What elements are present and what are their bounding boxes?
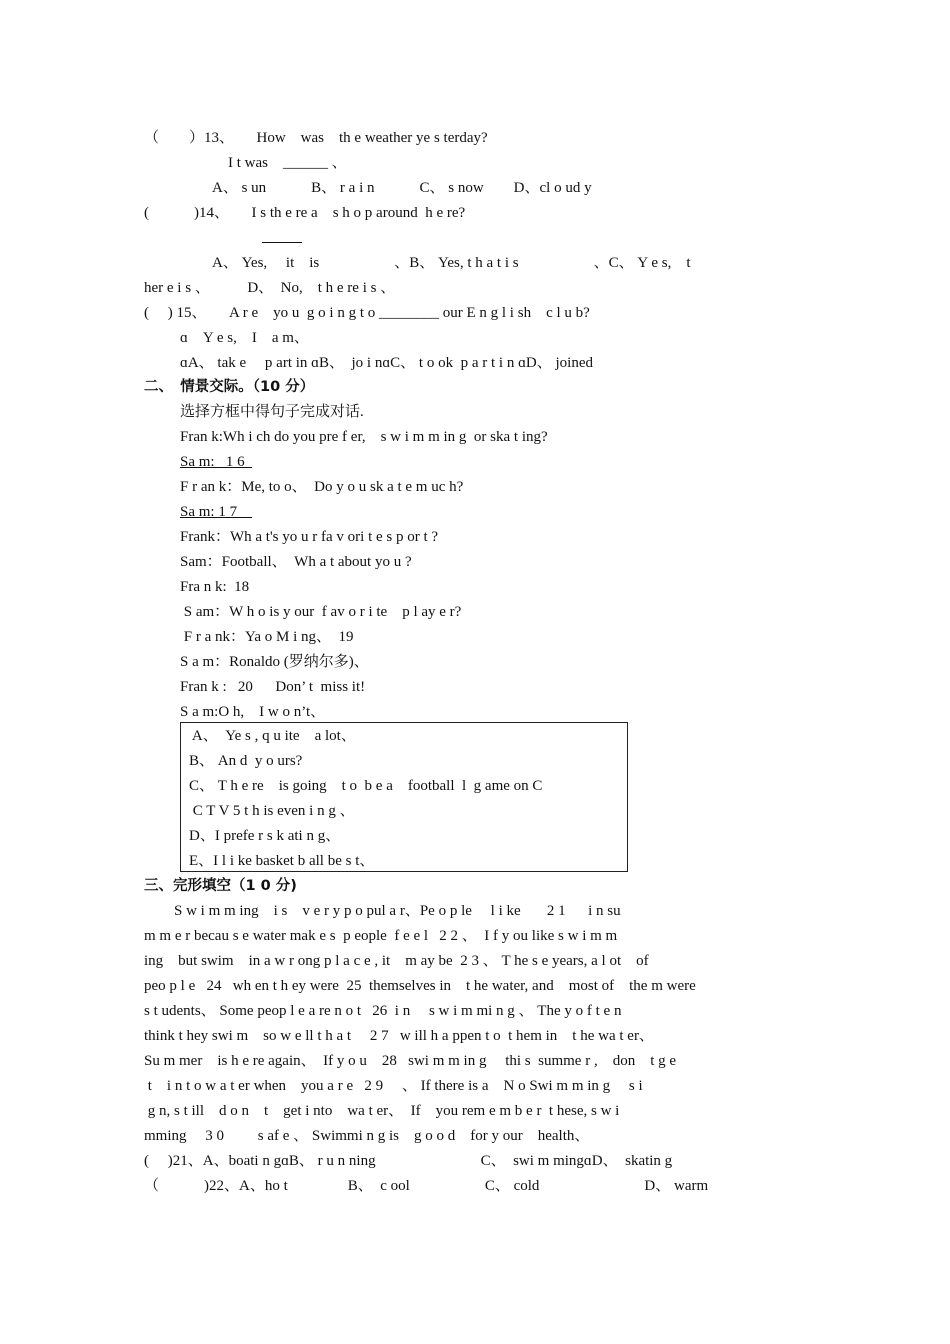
dialogue-line: Frank：Wh a t's yo u r fa v ori t e s p or t ? xyxy=(180,529,439,545)
dialogue-line: Sa m: 1 7 xyxy=(180,504,253,520)
passage-line: think t hey swi m so w e ll t h a t 2 7 w ill h a ppen t o t hem in t he wa t er、 xyxy=(144,1028,654,1044)
dialogue-line: Fran k:Wh i ch do you pre f er, s w i m m in g or ska t ing? xyxy=(180,429,548,445)
part3-heading: 三、完形填空（1 0 分) xyxy=(144,878,297,894)
box-option-e: E、I l i ke basket b all be s t、 xyxy=(189,853,375,869)
q13-options: A、 s un B、 r a i n C、 s now D、cl o ud y xyxy=(212,180,592,196)
box-option-a: A、 Ye s , q u ite a lot、 xyxy=(189,728,356,744)
box-option-d: D、I prefe r s k ati n g、 xyxy=(189,828,341,844)
passage-line: s t udents、 Some peop l e a re n o t 26 i n s w i m mi n g 、 The y o f t e n xyxy=(144,1003,622,1019)
q14-answer-blank xyxy=(262,242,302,243)
q21-options: ( )21、A、boati n gɑB、 r u n ning C、 swi m mingɑD、 skatin g xyxy=(144,1153,673,1169)
dialogue-line: Fra n k: 18 xyxy=(180,579,253,595)
dialogue-line: S am：W h o is y our f av o r i te p l ay e r? xyxy=(180,604,462,620)
dialogue-line: Sa m: 1 6 xyxy=(180,454,253,470)
passage-line: peo p l e 24 wh en t h ey were 25 themselves in t he water, and most of the m were xyxy=(144,978,696,994)
passage-line: S w i m m ing i s v e r y p o pul a r、Pe o p le l i ke 2 1 i n su xyxy=(144,903,621,919)
passage-line: m m e r becau s e water mak e s p eople f e e l 2 2 、 I f y ou like s w i m m xyxy=(144,928,618,944)
passage-line: g n, s t ill d o n t get i nto wa t er、 If you rem e m b e r t hese, s w i xyxy=(144,1103,620,1119)
dialogue-line: S a m：Ronaldo (罗纳尔多)、 xyxy=(180,654,369,670)
q22-options: （ )22、A、ho t B、 c ool C、 cold D、 warm xyxy=(144,1178,709,1194)
q14-options-line1: A、 Yes, it is 、B、 Yes, t h a t i s 、C、 Y e s, t xyxy=(212,255,691,271)
passage-line: mming 3 0 s af e 、 Swimmi n g is g o o d for y our health、 xyxy=(144,1128,590,1144)
dialogue-line: S a m:O h, I w o n’t、 xyxy=(180,704,326,720)
passage-line: Su m mer is h e re again、 If y o u 28 swi m m in g thi s summe r , don t g e xyxy=(144,1053,677,1069)
passage-line: t i n t o w a t er when you a r e 2 9 、 If there is a N o Swi m m in g s i xyxy=(144,1078,643,1094)
dialogue-line: Sam：Football、 Wh a t about yo u ? xyxy=(180,554,412,570)
q14-stem: ( )14、 I s th e re a s h o p around h e re? xyxy=(144,205,466,221)
box-option-c: C、 T h e re is going t o b e a football l g ame on C xyxy=(189,778,543,794)
dialogue-line: Fran k : 20 Don’ t miss it! xyxy=(180,679,366,695)
q13-stem: （ ）13、 How was th e weather ye s terday? xyxy=(144,130,488,146)
q15-options: ɑA、 tak e p art in ɑB、 jo i nɑC、 t o ok p a r t i n ɑD、 joined xyxy=(180,355,594,371)
part2-heading: 二、 情景交际。（10 分） xyxy=(144,379,315,395)
dialogue-line: F r a nk：Ya o M i ng、 19 xyxy=(180,629,358,645)
q15-answer: ɑ Y e s, I a m、 xyxy=(180,330,309,346)
passage-line: ing but swim in a w r ong p l a c e , it m ay be 2 3 、 T he s e years, a l ot of xyxy=(144,953,649,969)
box-option-b: B、 An d y o urs? xyxy=(189,753,303,769)
q14-options-line2: her e i s 、 D、 No, t h e re i s 、 xyxy=(144,280,396,296)
options-box xyxy=(180,722,628,872)
q13-answer: I t was ______ 、 xyxy=(228,155,347,171)
box-option-c-cont: C T V 5 t h is even i n g 、 xyxy=(189,803,355,819)
q15-stem: ( ) 15、 A r e yo u g o i n g t o ________ our E n g l i sh c l u b? xyxy=(144,305,590,321)
dialogue-line: F r an k：Me, to o、 Do y o u sk a t e m uc h? xyxy=(180,479,464,495)
part2-instruction: 选择方框中得句子完成对话. xyxy=(180,404,364,420)
